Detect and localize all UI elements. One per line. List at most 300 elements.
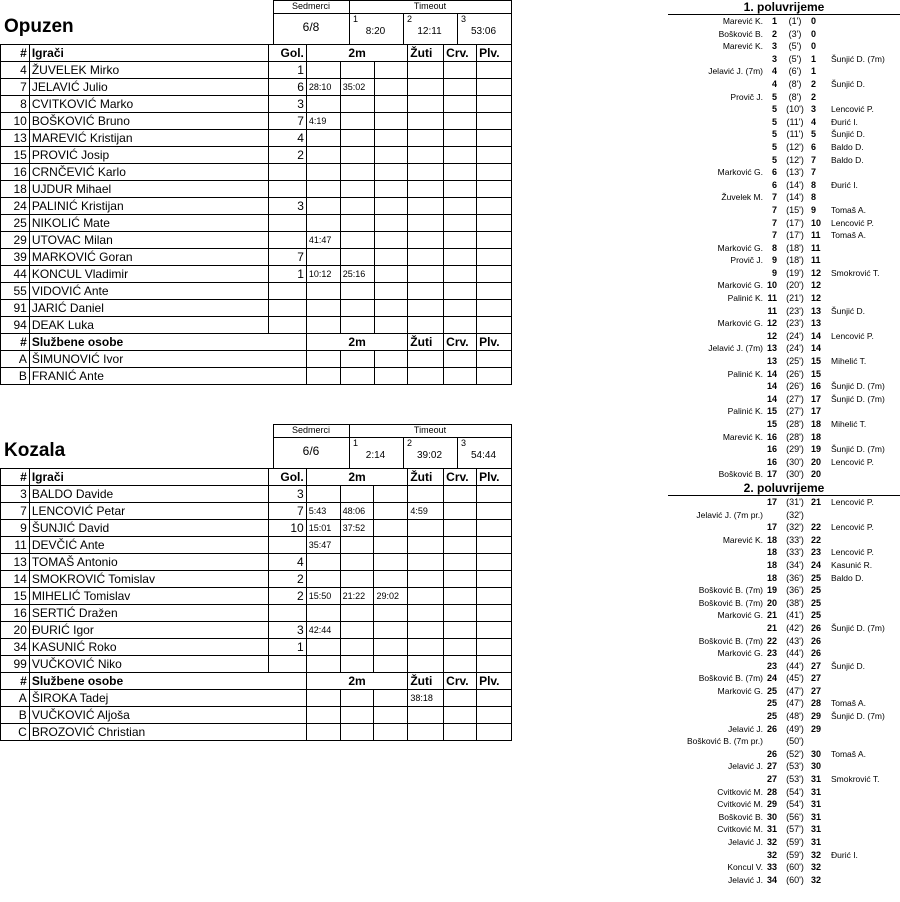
player-2m: 29:02 xyxy=(374,588,408,605)
player-2m xyxy=(306,164,340,181)
event-minute: (28') xyxy=(786,431,804,442)
team-header xyxy=(0,0,512,44)
player-row xyxy=(1,503,512,520)
away-scorer: Lencović P. xyxy=(831,547,874,558)
score-event xyxy=(668,191,900,204)
away-score: 20 xyxy=(811,456,822,467)
away-score: 2 xyxy=(811,91,817,102)
event-minute: (48') xyxy=(786,711,804,722)
player-row xyxy=(1,113,512,130)
score-event xyxy=(668,179,900,192)
player-zuti xyxy=(408,147,444,164)
away-score: 31 xyxy=(811,774,822,785)
away-score: 21 xyxy=(811,496,822,507)
player-row xyxy=(1,198,512,215)
away-scorer: Lencović P. xyxy=(831,522,874,533)
score-event xyxy=(668,53,900,66)
away-scorer: Šunjić D. (7m) xyxy=(831,622,885,633)
player-plv xyxy=(477,62,512,79)
official-crv xyxy=(444,707,477,724)
player-goals: 3 xyxy=(268,622,306,639)
player-plv xyxy=(477,622,512,639)
player-name: VIDOVIĆ Ante xyxy=(29,283,268,300)
player-2m: 15:50 xyxy=(306,588,340,605)
home-scorer: Cvitković M. xyxy=(717,824,763,835)
player-row xyxy=(1,232,512,249)
col-num-header: # xyxy=(1,469,30,486)
score-event xyxy=(668,534,900,547)
player-2m: 42:44 xyxy=(306,622,340,639)
player-2m xyxy=(340,300,374,317)
player-goals xyxy=(268,656,306,673)
official-2m xyxy=(374,690,408,707)
player-2m: 41:47 xyxy=(306,232,340,249)
col-plv-header: Plv. xyxy=(477,469,512,486)
player-2m xyxy=(340,656,374,673)
col-crv-header: Crv. xyxy=(444,469,477,486)
player-plv xyxy=(477,639,512,656)
player-plv xyxy=(477,537,512,554)
home-score: 26 xyxy=(767,748,778,759)
player-number: 99 xyxy=(1,656,30,673)
player-number: 11 xyxy=(1,537,30,554)
home-score: 3 xyxy=(771,41,777,52)
player-number: 4 xyxy=(1,62,30,79)
home-score: 7 xyxy=(771,204,777,215)
player-2m xyxy=(340,130,374,147)
player-plv xyxy=(477,249,512,266)
rule xyxy=(273,0,511,1)
home-score: 6 xyxy=(771,179,777,190)
player-name: ŽUVELEK Mirko xyxy=(29,62,268,79)
event-minute: (5') xyxy=(788,41,802,52)
home-scorer: Provič J. xyxy=(730,91,763,102)
officials-header-row xyxy=(1,334,512,351)
player-zuti xyxy=(408,198,444,215)
player-goals: 10 xyxy=(268,520,306,537)
player-goals xyxy=(269,283,307,300)
col-gol-header: Gol. xyxy=(269,45,307,62)
event-minute: (53') xyxy=(786,761,804,772)
official-row xyxy=(1,707,512,724)
away-scorer: Šunjić D. (7m) xyxy=(831,393,885,404)
away-score: 15 xyxy=(811,356,822,367)
home-score: 17 xyxy=(767,496,778,507)
player-name: PROVIĆ Josip xyxy=(29,147,268,164)
home-score: 14 xyxy=(767,368,778,379)
timeout-3 xyxy=(457,13,510,43)
player-crv xyxy=(444,164,477,181)
player-2m xyxy=(374,164,408,181)
event-minute: (30') xyxy=(786,469,804,480)
player-2m xyxy=(374,520,408,537)
away-scorer: Lencović P. xyxy=(831,104,874,115)
timeout-2 xyxy=(403,13,456,43)
home-score: 16 xyxy=(767,431,778,442)
timeout-time: 8:20 xyxy=(365,26,386,37)
score-event xyxy=(668,317,900,330)
away-scorer: Đurić I. xyxy=(831,849,858,860)
home-score: 5 xyxy=(771,116,777,127)
event-minute: (60') xyxy=(786,862,804,873)
player-row xyxy=(1,639,512,656)
player-2m xyxy=(374,537,408,554)
player-2m xyxy=(374,486,408,503)
player-2m: 37:52 xyxy=(340,520,374,537)
away-score: 26 xyxy=(811,635,822,646)
event-minute: (11') xyxy=(786,116,804,127)
player-number: 55 xyxy=(1,283,30,300)
away-scorer: Baldo D. xyxy=(831,154,864,165)
player-plv xyxy=(477,215,512,232)
away-score: 27 xyxy=(811,685,822,696)
away-score: 14 xyxy=(811,343,822,354)
away-score: 11 xyxy=(811,242,821,253)
player-number: 91 xyxy=(1,300,30,317)
player-2m xyxy=(374,605,408,622)
event-minute: (28') xyxy=(786,419,804,429)
rule xyxy=(349,0,350,44)
event-minute: (33') xyxy=(786,534,804,545)
score-event xyxy=(668,254,900,267)
half-title: 2. poluvrijeme xyxy=(668,481,900,496)
player-crv xyxy=(444,147,477,164)
player-2m xyxy=(306,130,340,147)
score-event xyxy=(668,609,900,622)
player-name: KONCUL Vladimir xyxy=(29,266,268,283)
score-event xyxy=(668,635,900,648)
home-scorer: Koncul V. xyxy=(727,862,763,873)
sedmerci-label: Sedmerci xyxy=(291,1,330,11)
event-minute: (47') xyxy=(786,685,804,696)
away-score: 15 xyxy=(811,368,822,379)
away-score: 27 xyxy=(811,673,822,684)
player-name: BALDO Davide xyxy=(29,486,268,503)
rule xyxy=(273,424,274,468)
event-minute: (50') xyxy=(786,736,804,747)
away-score: 26 xyxy=(811,622,822,633)
home-score: 23 xyxy=(767,648,778,659)
away-scorer: Mihelić T. xyxy=(831,356,867,367)
home-score: 5 xyxy=(771,91,777,102)
official-name: ŠIROKA Tadej xyxy=(29,690,306,707)
player-goals xyxy=(269,317,307,334)
away-scorer: Mihelić T. xyxy=(831,419,867,429)
event-minute: (44') xyxy=(786,660,804,671)
home-scorer: Marević K. xyxy=(722,16,763,26)
official-zuti xyxy=(408,707,444,724)
player-goals xyxy=(269,181,307,198)
player-plv xyxy=(477,605,512,622)
away-score: 27 xyxy=(811,660,822,671)
home-score: 5 xyxy=(771,154,777,165)
official-row xyxy=(1,368,512,385)
player-row xyxy=(1,656,512,673)
player-plv xyxy=(477,266,512,283)
event-minute: (27') xyxy=(786,406,804,417)
rule xyxy=(273,13,511,14)
official-2m xyxy=(340,351,374,368)
home-score: 12 xyxy=(767,330,778,341)
player-2m: 21:22 xyxy=(340,588,374,605)
player-name: JELAVIĆ Julio xyxy=(29,79,268,96)
player-name: PALINIĆ Kristijan xyxy=(29,198,268,215)
player-crv xyxy=(444,79,477,96)
player-zuti xyxy=(408,96,444,113)
home-score: 11 xyxy=(767,305,777,316)
home-score: 18 xyxy=(767,572,778,583)
player-2m xyxy=(306,147,340,164)
player-number: 7 xyxy=(1,79,30,96)
away-score: 2 xyxy=(811,78,817,89)
player-2m xyxy=(340,249,374,266)
officials-header: Službene osobe xyxy=(29,673,306,690)
player-row xyxy=(1,96,512,113)
player-number: 15 xyxy=(1,147,30,164)
col-name-header: Igrači xyxy=(29,469,268,486)
col-crv-header: Crv. xyxy=(444,45,477,62)
rule xyxy=(511,424,512,468)
half-title: 1. poluvrijeme xyxy=(668,0,900,15)
player-name: UTOVAC Milan xyxy=(29,232,268,249)
home-scorer: Bošković B. (7m) xyxy=(698,673,763,684)
event-minute: (20') xyxy=(786,280,804,291)
event-minute: (3') xyxy=(788,28,802,39)
home-score: 21 xyxy=(767,610,778,621)
player-zuti xyxy=(408,249,444,266)
player-goals: 2 xyxy=(268,571,306,588)
player-name: KASUNIĆ Roko xyxy=(29,639,268,656)
home-scorer: Marević K. xyxy=(722,41,763,52)
player-name: VUČKOVIĆ Niko xyxy=(29,656,268,673)
timeout-number: 2 xyxy=(407,14,413,24)
home-scorer: Bošković B. xyxy=(718,811,763,822)
score-event xyxy=(668,217,900,230)
away-score: 26 xyxy=(811,648,822,659)
away-score: 0 xyxy=(811,41,817,52)
player-row xyxy=(1,537,512,554)
player-name: ŠUNJIĆ David xyxy=(29,520,268,537)
col-zuti-header: Žuti xyxy=(408,469,444,486)
away-score: 22 xyxy=(811,534,822,545)
player-goals: 2 xyxy=(269,147,307,164)
player-2m: 4:19 xyxy=(306,113,340,130)
score-event xyxy=(668,65,900,78)
away-score: 18 xyxy=(811,431,822,442)
away-score: 25 xyxy=(811,597,822,608)
player-2m xyxy=(374,96,408,113)
timeout-1 xyxy=(349,13,402,43)
event-minute: (45') xyxy=(786,673,804,684)
player-row xyxy=(1,554,512,571)
official-letter: A xyxy=(1,351,30,368)
event-minute: (26') xyxy=(786,381,804,392)
away-score: 23 xyxy=(811,547,822,558)
official-2m xyxy=(374,724,408,741)
event-minute: (13') xyxy=(786,167,804,178)
player-2m xyxy=(374,79,408,96)
player-name: CRNČEVIĆ Karlo xyxy=(29,164,268,181)
player-crv xyxy=(444,537,477,554)
score-event xyxy=(668,456,900,469)
player-zuti xyxy=(408,266,444,283)
official-2m xyxy=(340,724,374,741)
away-score: 8 xyxy=(811,192,817,203)
home-score: 5 xyxy=(771,141,777,152)
player-2m xyxy=(374,249,408,266)
rule xyxy=(511,0,512,44)
col-gol-header: Gol. xyxy=(268,469,306,486)
home-scorer: Cvitković M. xyxy=(717,799,763,810)
player-row xyxy=(1,571,512,588)
player-crv xyxy=(444,198,477,215)
player-zuti xyxy=(408,283,444,300)
player-row xyxy=(1,300,512,317)
player-number: 44 xyxy=(1,266,30,283)
player-2m: 25:16 xyxy=(340,266,374,283)
away-score: 19 xyxy=(811,444,822,455)
home-score: 16 xyxy=(767,444,778,455)
player-zuti xyxy=(408,181,444,198)
home-score: 19 xyxy=(767,585,778,596)
official-2m xyxy=(306,707,340,724)
official-plv xyxy=(477,690,512,707)
away-scorer: Šunjić D. xyxy=(831,129,866,140)
home-score: 29 xyxy=(767,799,778,810)
rule xyxy=(273,437,511,438)
player-row xyxy=(1,520,512,537)
away-scorer: Šunjić D. xyxy=(831,78,866,89)
player-row xyxy=(1,79,512,96)
home-scorer: Marković G. xyxy=(717,648,763,659)
away-score: 17 xyxy=(811,406,822,417)
event-minute: (52') xyxy=(786,748,804,759)
player-2m xyxy=(374,300,408,317)
player-plv xyxy=(477,96,512,113)
player-number: 9 xyxy=(1,520,30,537)
player-plv xyxy=(477,656,512,673)
event-minute: (14') xyxy=(786,192,804,203)
team-header xyxy=(0,424,512,468)
roster-header-row xyxy=(1,469,512,486)
player-2m: 10:12 xyxy=(306,266,340,283)
player-2m xyxy=(374,130,408,147)
player-number: 8 xyxy=(1,96,30,113)
player-row xyxy=(1,130,512,147)
away-scorer: Šunjić D. (7m) xyxy=(831,53,885,64)
home-score: 18 xyxy=(767,534,778,545)
away-scorer: Lencović P. xyxy=(831,456,874,467)
official-2m xyxy=(340,368,374,385)
player-plv xyxy=(477,520,512,537)
score-event xyxy=(668,330,900,343)
team-name: Kozala xyxy=(4,440,66,461)
away-score: 12 xyxy=(811,293,822,304)
player-crv xyxy=(444,520,477,537)
player-zuti xyxy=(408,486,444,503)
away-score: 24 xyxy=(811,559,822,570)
home-scorer: Jelavić J. (7m pr.) xyxy=(696,509,763,520)
score-event xyxy=(668,305,900,318)
player-goals: 7 xyxy=(268,503,306,520)
away-score: 12 xyxy=(811,280,822,291)
player-2m xyxy=(340,147,374,164)
home-score: 17 xyxy=(767,522,778,533)
player-name: SERTIĆ Dražen xyxy=(29,605,268,622)
home-score: 13 xyxy=(767,343,778,354)
player-name: BOŠKOVIĆ Bruno xyxy=(29,113,268,130)
player-name: NIKOLIĆ Mate xyxy=(29,215,268,232)
player-zuti xyxy=(408,113,444,130)
player-number: 16 xyxy=(1,164,30,181)
player-2m xyxy=(306,317,340,334)
event-minute: (47') xyxy=(786,698,804,709)
away-score: 18 xyxy=(811,419,822,429)
official-zuti xyxy=(408,724,444,741)
event-minute: (31') xyxy=(786,496,804,507)
official-2m xyxy=(374,707,408,724)
player-number: 20 xyxy=(1,622,30,639)
score-event xyxy=(668,786,900,799)
timeout-number: 3 xyxy=(461,438,467,448)
sedmerci-label: Sedmerci xyxy=(291,425,330,435)
player-row xyxy=(1,588,512,605)
official-crv xyxy=(444,724,477,741)
player-2m xyxy=(306,283,340,300)
timeout-label: Timeout xyxy=(413,1,447,11)
score-event xyxy=(668,735,900,748)
event-minute: (24') xyxy=(786,330,804,341)
player-plv xyxy=(477,486,512,503)
player-2m xyxy=(340,605,374,622)
home-score: 9 xyxy=(771,267,777,278)
player-2m xyxy=(340,164,374,181)
player-2m xyxy=(340,232,374,249)
rule xyxy=(457,13,458,44)
home-scorer: Palinić K. xyxy=(727,406,763,417)
score-event xyxy=(668,355,900,368)
player-name: LENCOVIĆ Petar xyxy=(29,503,268,520)
event-minute: (54') xyxy=(786,799,804,810)
official-2m xyxy=(306,368,340,385)
player-2m xyxy=(306,249,340,266)
home-score: 28 xyxy=(767,786,778,797)
player-2m xyxy=(340,639,374,656)
player-crv xyxy=(444,554,477,571)
player-row xyxy=(1,266,512,283)
player-zuti xyxy=(408,554,444,571)
player-goals: 6 xyxy=(269,79,307,96)
home-scorer: Palinić K. xyxy=(727,368,763,379)
score-event xyxy=(668,559,900,572)
official-2m xyxy=(340,707,374,724)
event-minute: (41') xyxy=(786,610,804,621)
event-minute: (23') xyxy=(786,318,804,329)
away-score: 14 xyxy=(811,330,822,341)
player-name: TOMAŠ Antonio xyxy=(29,554,268,571)
player-plv xyxy=(477,554,512,571)
away-scorer: Šunjić D. (7m) xyxy=(831,711,885,722)
home-score: 1 xyxy=(771,16,777,26)
player-plv xyxy=(477,588,512,605)
home-scorer: Marković G. xyxy=(717,242,763,253)
player-plv xyxy=(477,571,512,588)
player-crv xyxy=(444,300,477,317)
event-minute: (19') xyxy=(786,267,804,278)
home-score: 15 xyxy=(767,419,778,429)
player-plv xyxy=(477,113,512,130)
player-2m xyxy=(374,147,408,164)
